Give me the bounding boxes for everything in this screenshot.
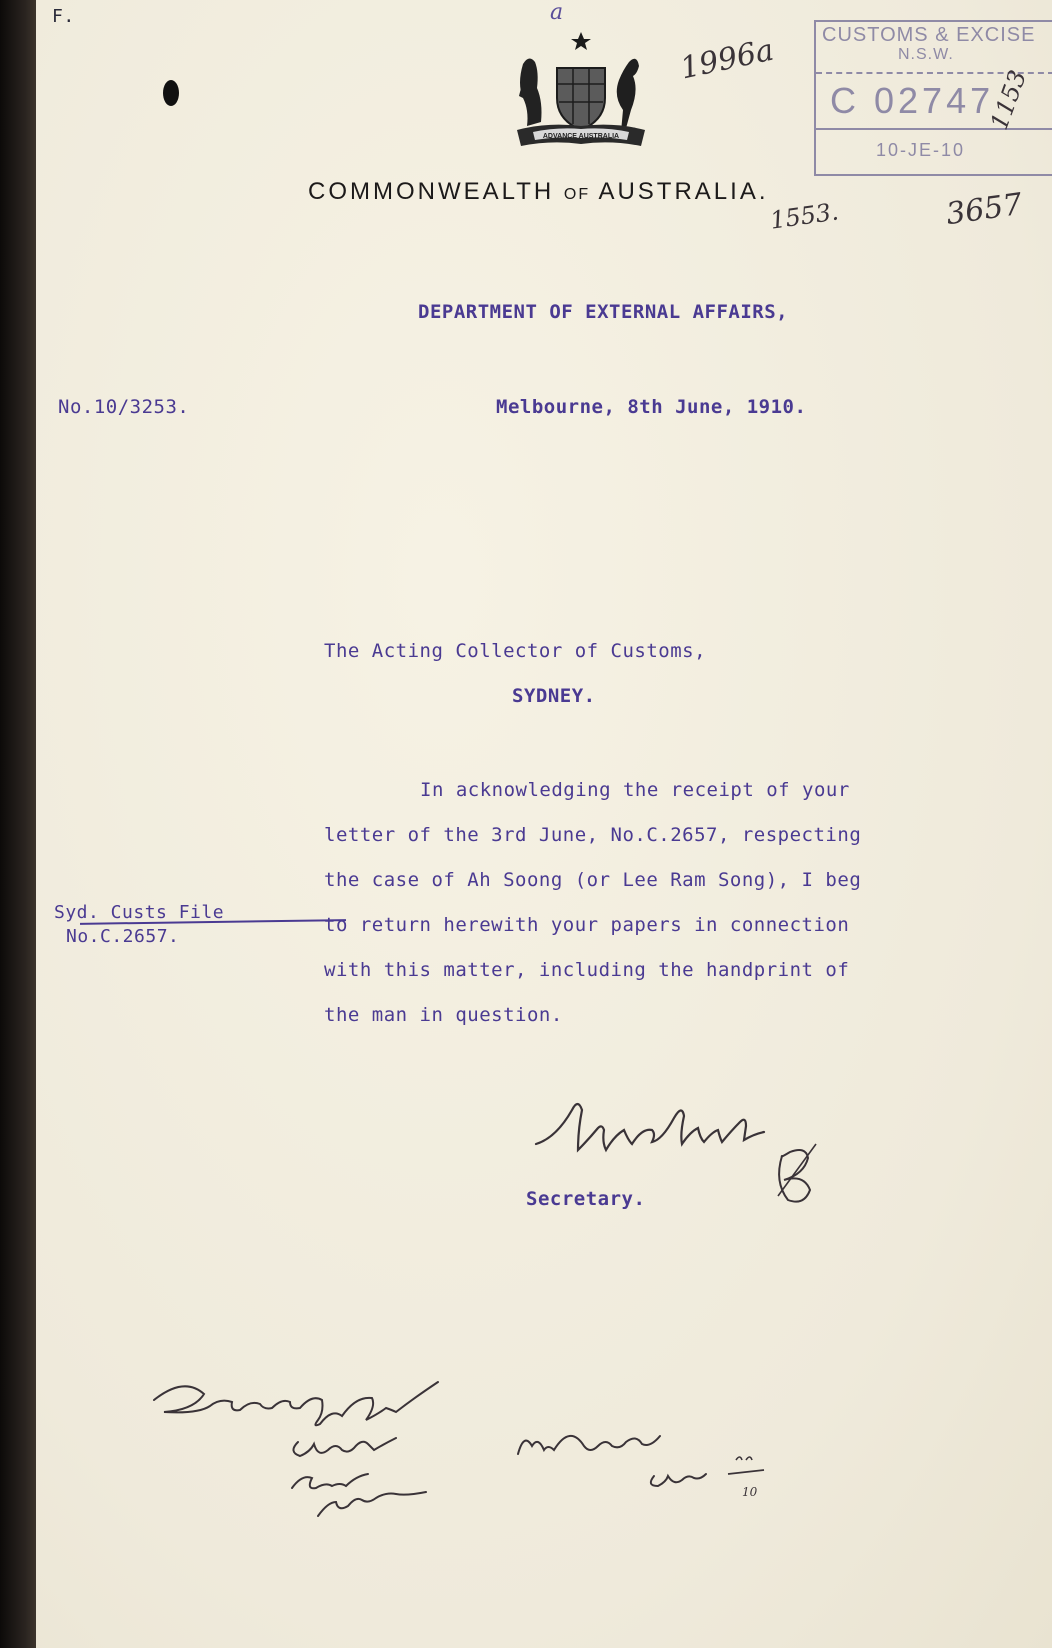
body-line: to return herewith your papers in connection <box>324 914 850 936</box>
body-line: letter of the 3rd June, No.C.2657, respecting <box>324 824 862 846</box>
addressee-line2: SYDNEY. <box>512 685 596 707</box>
department-name: DEPARTMENT OF EXTERNAL AFFAIRS, <box>418 301 789 323</box>
annotation-mid-number: 1553. <box>768 197 841 235</box>
pencil-mark: a <box>550 0 564 25</box>
body-line: In acknowledging the receipt of your <box>420 779 850 801</box>
stamp-date: 10-JE-10 <box>876 140 966 160</box>
handwritten-notes-icon <box>148 1370 828 1540</box>
punch-hole <box>163 80 179 106</box>
signatory-title: Secretary. <box>526 1188 646 1210</box>
body-line: the man in question. <box>324 1004 563 1026</box>
svg-text:10: 10 <box>742 1485 758 1499</box>
margin-note-number: No.C.2657. <box>66 926 180 947</box>
stamp-line1: CUSTOMS & EXCISE <box>822 24 1036 46</box>
crest-motto: ADVANCE AUSTRALIA <box>542 133 620 140</box>
body-line: the case of Ah Soong (or Lee Ram Song), I beg <box>324 869 862 891</box>
reference-number: No.10/3253. <box>58 396 190 418</box>
addressee-line1: The Acting Collector of Customs, <box>324 640 707 662</box>
annotation-top-number: 1996a <box>677 32 777 87</box>
stamp-number: C 02747 <box>830 80 995 121</box>
margin-note-file: Syd. Custs File <box>54 902 225 923</box>
annotation-right-number: 3657 <box>943 186 1025 233</box>
letter-page <box>36 0 1052 1648</box>
corner-mark: F. <box>52 6 75 27</box>
annotation-stamp-side: 1153 <box>984 66 1033 134</box>
document-heading: COMMONWEALTH OF AUSTRALIA. <box>308 178 769 205</box>
stamp-line2: N.S.W. <box>898 46 954 63</box>
body-line: with this matter, including the handprint of <box>324 959 850 981</box>
place-date: Melbourne, 8th June, 1910. <box>496 396 807 418</box>
binding-edge <box>0 0 36 1648</box>
coat-of-arms-icon <box>503 28 659 150</box>
